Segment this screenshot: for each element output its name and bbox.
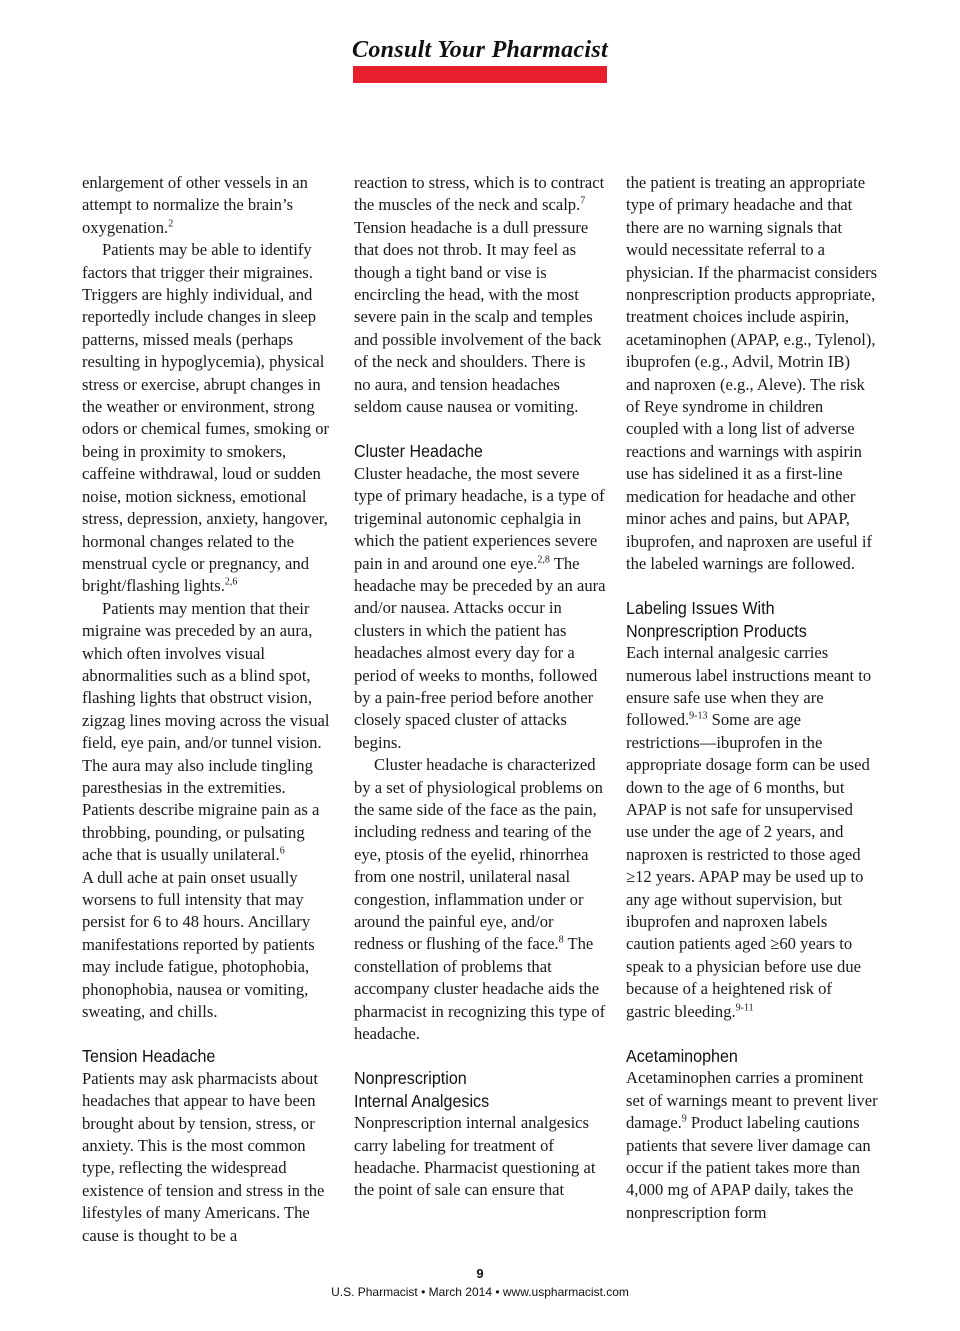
paragraph: reaction to stress, which is to contract the muscles of the neck and scalp.$^7$ Tension headache is a dull pressure that does not throb. It may feel as though a tight band or vise is encircling the head, with the most severe pain in the scalp and temples and possible involvement of the back of the neck and shoulders. There is no aura, and tension headaches seldom cause nausea or vomiting.	[354, 173, 605, 417]
article-body	[82, 172, 882, 1252]
page-number: 9	[476, 1266, 484, 1281]
heading-acetaminophen: Acetaminophen	[626, 1046, 738, 1067]
paragraph: the patient is treating an appropriate type of primary headache and that there are no warning signals that would necessitate referral to a physician. If the pharmacist considers nonprescription products appropriate, treatment choices include aspirin, acetaminophen (APAP, e.g., Tylenol), ibuprofen (e.g., Advil, Motrin IB) and naproxen (e.g., Aleve). The risk of Reye syndrome in children coupled with a long list of adverse reactions and warnings with aspirin use has sidelined it as a first-line medication for headache and other minor aches and pains, but APAP, ibuprofen, and naproxen are useful if the labeled warnings are followed.	[626, 173, 878, 573]
reference: 7	[580, 195, 586, 207]
reference: 2,6	[224, 576, 238, 588]
paragraph: Each internal analgesic carries numerous label instructions meant to ensure safe use when they are followed.$^{9-13}$ Some are age restrictions—ibuprofen in the appropriate dosage form can be used down to the age of 6 months, but APAP is not safe for unsupervised use under the age of 2 years, and naproxen is restricted to those aged ≥12 years. APAP may be used up to any age without supervision, but ibuprofen and naproxen labels caution patients aged ≥60 years to speak to a physician before use due because of a heightened risk of gastric bleeding.$^{9-11}$	[626, 643, 872, 1021]
reference: 6	[279, 845, 285, 857]
reference: 9	[681, 1113, 687, 1125]
heading-nonprescription-analgesics: Nonprescription Internal Analgesics	[354, 1068, 490, 1111]
column-1	[82, 172, 334, 1247]
heading-tension-headache: Tension Headache	[82, 1046, 216, 1067]
reference: 9-11	[735, 1002, 754, 1014]
paragraph: enlargement of other vessels in an attempt to normalize the brain’s oxygenation.$^2$	[82, 173, 308, 237]
reference: 9-13	[689, 710, 708, 722]
heading-labeling-issues: Labeling Issues With Nonprescription Products	[626, 598, 807, 641]
reference: 8	[558, 934, 564, 946]
page-header	[0, 36, 960, 83]
reference: 2,8	[537, 553, 550, 565]
paragraph: Nonprescription internal analgesics carry labeling for treatment of headache. Pharmacist questioning at the point of sale can ensure that	[354, 1113, 596, 1200]
paragraph: Patients may ask pharmacists about headaches that appear to have been brought about by tension, stress, or anxiety. This is the most common type, reflecting the widespread existence of tension and stress in the lifestyles of many Americans. The cause is thought to be a	[82, 1068, 325, 1245]
paragraph: Patients may be able to identify factors that trigger their migraines. Triggers are highly individual, and reportedly include changes in sleep patterns, missed meals (perhaps resulting in hypoglycemia), physical stress or exercise, abrupt changes in the weather or environment, strong odors or chemical fumes, smoking or being in proximity to smokers, caffeine withdrawal, loud or sudden noise, motion sickness, emotional stress, depression, anxiety, hangover, hormonal changes related to the menstrual cycle or pregnancy, and bright/flashing lights.$^{2,6}$	[82, 240, 330, 596]
paragraph: Acetaminophen carries a prominent set of warnings meant to prevent liver damage.$^9$ Product labeling cautions patients that severe liver damage can occur if the patient takes more than 4,000 mg of APAP daily, takes the nonprescription form	[626, 1068, 878, 1222]
publication-footer: U.S. Pharmacist • March 2014 • www.uspharmacist.com	[331, 1285, 629, 1299]
column-2	[354, 172, 606, 1202]
paragraph: Cluster headache is characterized by a set of physiological problems on the same side of the face as the pain, including redness and tearing of the eye, ptosis of the eyelid, rhinorrhea from one nostril, unilateral nasal congestion, inflammation under or around the painful eye, and/or redness or flushing of the face.$^8$ The constellation of problems that accompany cluster headache aids the pharmacist in recognizing this type of headache.	[354, 755, 606, 1044]
paragraph: A dull ache at pain onset usually worsens to full intensity that may persist for 6 to 48 hours. Ancillary manifestations reported by patients may include fatigue, photophobia, phonophobia, nausea or vomiting, sweating, and chills.	[82, 867, 315, 1022]
paragraph: Patients may mention that their migraine was preceded by an aura, which often involves visual abnormalities such as a blind spot, flashing lights that obstruct vision, zigzag lines moving across the visual field, eye pain, and/or tunnel vision. The aura may also include tingling paresthesias in the extremities. Patients describe migraine pain as a throbbing, pounding, or pulsating ache that is usually unilateral.$^6$	[82, 598, 330, 865]
header-accent-bar	[353, 66, 607, 83]
heading-cluster-headache: Cluster Headache	[354, 441, 483, 462]
reference: 2	[168, 218, 174, 230]
paragraph: Cluster headache, the most severe type of primary headache, is a type of trigeminal autonomic cephalgia in which the patient experiences severe pain in and around one eye.$^{2,8}$ The headache may be preceded by an aura and/or nausea. Attacks occur in clusters in which the patient has headaches almost every day for a period of weeks to months, followed by a pain-free period before another closely spaced cluster of attacks begins.	[354, 463, 606, 752]
column-3	[626, 172, 878, 1224]
section-title: Consult Your Pharmacist	[352, 37, 608, 63]
